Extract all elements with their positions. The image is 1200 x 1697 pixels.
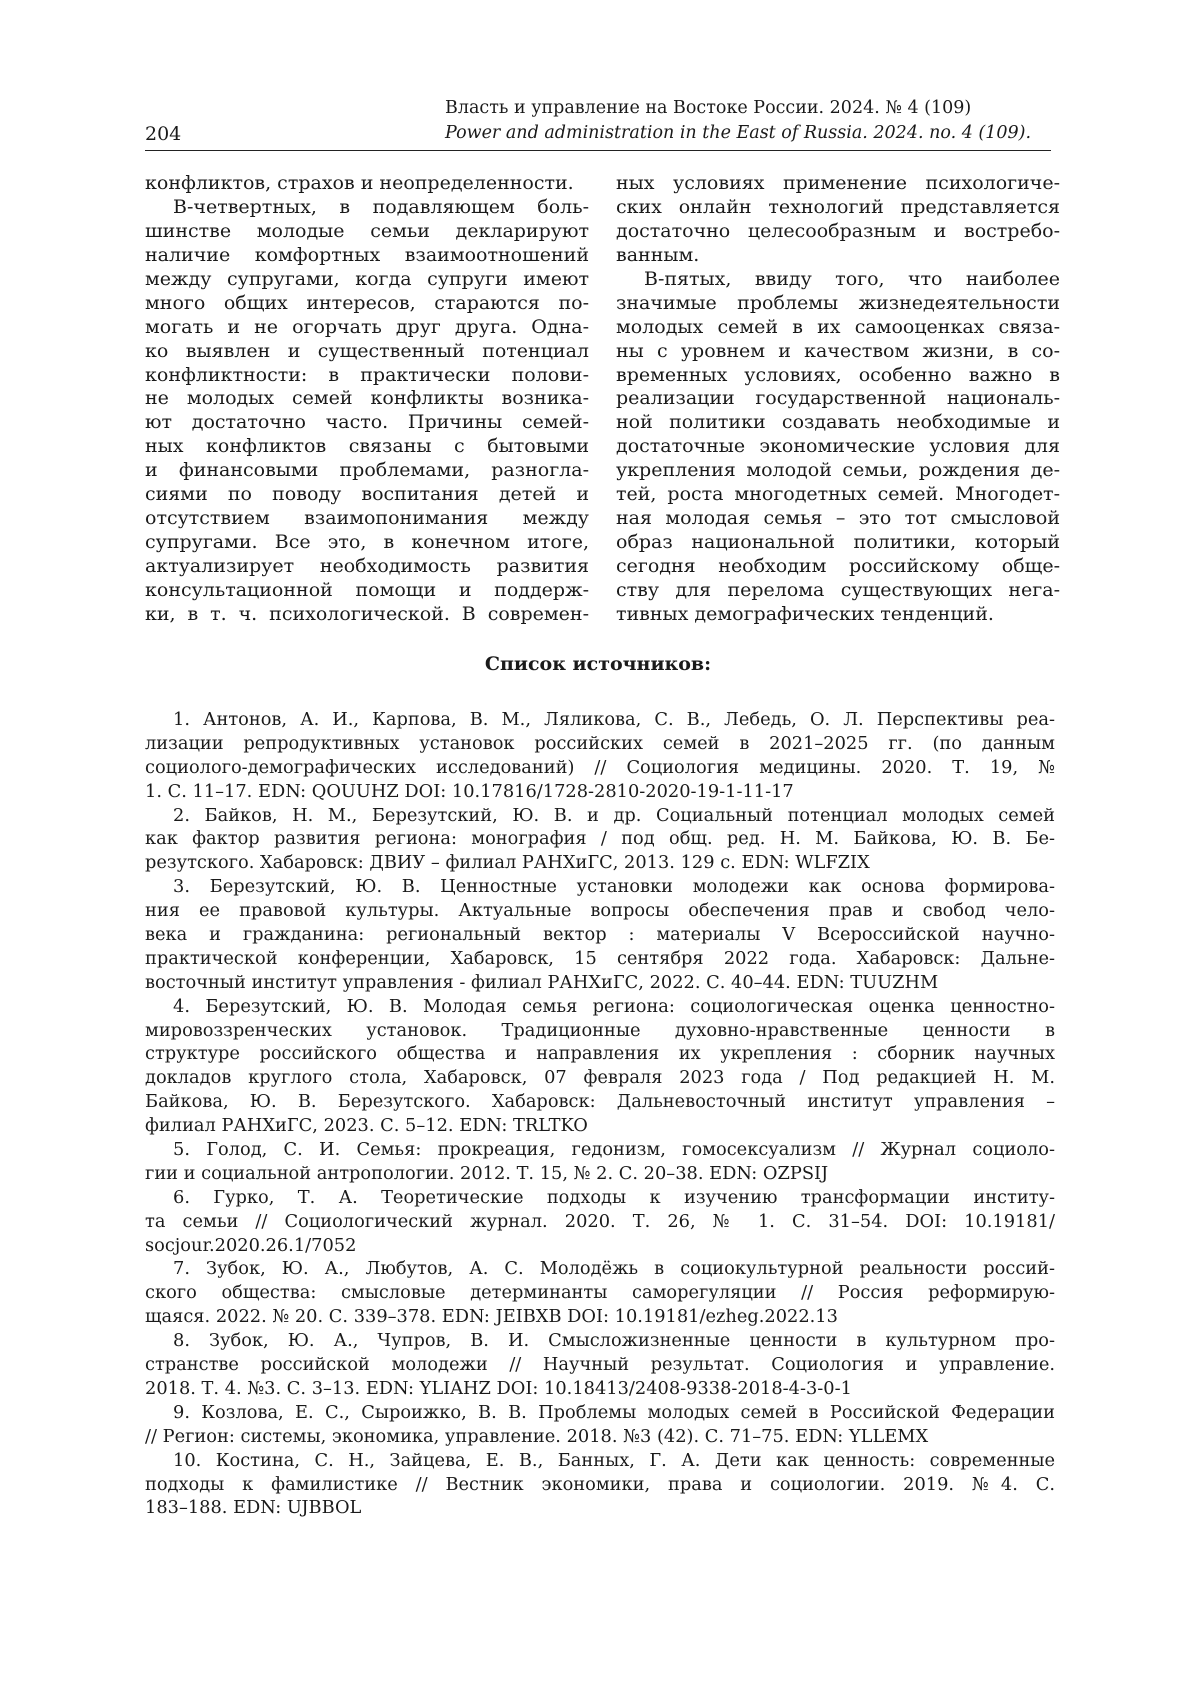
reference-line: социолого-демографических исследований) // Социология медицины. 2020. Т. 19, № xyxy=(145,756,1055,778)
reference-line: лизации репродуктивных установок российских семей в 2021–2025 гг. (по данным xyxy=(145,732,1055,754)
references-heading: Список источников: xyxy=(484,653,712,675)
body-text-line: конфликтов, страхов и неопределенности. xyxy=(145,172,574,194)
body-text-line: супругами. Все это, в конечном итоге, xyxy=(145,531,589,554)
reference-line: socjour.2020.26.1/7052 xyxy=(145,1234,357,1256)
reference-line: ния ее правовой культуры. Актуальные вопросы обеспечения прав и свобод чело- xyxy=(145,900,1055,922)
reference-line: 4. Березутский, Ю. В. Молодая семья региона: социологическая оценка ценностно- xyxy=(173,995,1055,1017)
body-text-line: достаточные экономические условия для xyxy=(616,435,1060,458)
reference-line: 3. Березутский, Ю. В. Ценностные установки молодежи как основа формирова- xyxy=(173,876,1055,898)
reference-line: мировоззренческих установок. Традиционные духовно-нравственные ценности в xyxy=(145,1019,1055,1041)
reference-line: 9. Козлова, Е. С., Сыроижко, В. В. Проблемы молодых семей в Российской Федерации xyxy=(173,1401,1055,1423)
body-text-line: актуализирует необходимость развития xyxy=(145,555,589,577)
reference-line: практической конференции, Хабаровск, 15 сентября 2022 года. Хабаровск: Дальне- xyxy=(145,947,1055,969)
reference-line: 2. Байков, Н. М., Березутский, Ю. В. и др. Социальный потенциал молодых семей xyxy=(173,804,1055,826)
body-text-line: ных конфликтов связаны с бытовыми xyxy=(145,435,589,458)
body-text-line: могать и не огорчать друг друга. Одна- xyxy=(145,315,589,338)
reference-line: докладов круглого стола, Хабаровск, 07 февраля 2023 года / Под редакцией Н. М. xyxy=(145,1067,1055,1089)
reference-line: века и гражданина: региональный вектор : материалы V Всероссийской научно- xyxy=(145,924,1055,946)
body-text-line: значимые проблемы жизнедеятельности xyxy=(616,291,1060,314)
reference-line: та семьи // Социологический журнал. 2020. Т. 26, № 1. С. 31–54. DOI: 10.19181/ xyxy=(145,1210,1055,1232)
body-text-line: шинстве молодые семьи декларируют xyxy=(145,219,589,242)
body-text-line: временных условиях, особенно важно в xyxy=(616,363,1060,386)
reference-line: 2018. Т. 4. №3. С. 3–13. EDN: YLIAHZ DOI: 10.18413/2408-9338-2018-4-3-0-1 xyxy=(145,1377,852,1399)
reference-line: восточный институт управления - филиал РАНХиГС, 2022. С. 40–44. EDN: TUUZHM xyxy=(145,971,939,993)
body-text-line: укрепления молодой семьи, рождения де- xyxy=(616,459,1060,482)
reference-line: резутского. Хабаровск: ДВИУ – филиал РАНХиГС, 2013. 129 с. EDN: WLFZIX xyxy=(145,852,870,874)
body-text-line: молодых семей в их самооценках связа- xyxy=(616,315,1060,338)
body-text-line: ству для перелома существующих нега- xyxy=(616,578,1060,601)
reference-line: структуре российского общества и направления их укрепления : сборник научных xyxy=(145,1043,1055,1065)
body-text-line: ных условиях применение психологиче- xyxy=(616,172,1060,194)
reference-line: 7. Зубок, Ю. А., Любутов, А. С. Молодёжь в социокультурной реальности россий- xyxy=(173,1258,1055,1280)
reference-line: щаяся. 2022. № 20. С. 339–378. EDN: JEIBXB DOI: 10.19181/ezheg.2022.13 xyxy=(145,1306,838,1328)
reference-line: подходы к фамилистике // Вестник экономики, права и социологии. 2019. №4. С. xyxy=(145,1473,1055,1495)
body-text-line: ко выявлен и существенный потенциал xyxy=(145,339,589,362)
body-text-line: ной политики создавать необходимые и xyxy=(616,411,1060,434)
body-text-line: ских онлайн технологий представляется xyxy=(616,195,1060,218)
reference-line: Байкова, Ю. В. Березутского. Хабаровск: Дальневосточный институт управления – xyxy=(145,1091,1055,1113)
body-text-line: и финансовыми проблемами, разногла- xyxy=(145,459,589,482)
body-column-right xyxy=(616,172,1060,627)
body-text-line: между супругами, когда супруги имеют xyxy=(145,267,589,290)
journal-title-ru: Власть и управление на Востоке России. 2024. № 4 (109) xyxy=(445,98,972,118)
body-text-line: ванным. xyxy=(616,243,700,266)
reference-line: как фактор развития региона: монография / под общ. ред. Н. М. Байкова, Ю. В. Бе- xyxy=(145,828,1055,850)
body-text-line: сиями по поводу воспитания детей и xyxy=(145,483,589,506)
reference-line: 183–188. EDN: UJBBOL xyxy=(145,1497,362,1519)
references-list xyxy=(145,708,1055,1520)
reference-line: ского общества: смысловые детерминанты саморегуляции // Россия реформирую- xyxy=(145,1282,1055,1304)
reference-line: // Регион: системы, экономика, управление. 2018. №3 (42). С. 71–75. EDN: YLLEMX xyxy=(145,1425,929,1447)
reference-line: 6. Гурко, Т. А. Теоретические подходы к изучению трансформации институ- xyxy=(173,1186,1055,1208)
body-text-line: В-четвертных, в подавляющем боль- xyxy=(173,195,589,218)
body-text-line: много общих интересов, стараются по- xyxy=(145,291,589,314)
body-text-line: В-пятых, ввиду того, что наиболее xyxy=(644,267,1060,290)
body-text-line: сегодня необходим российскому обще- xyxy=(616,555,1060,577)
body-column-left xyxy=(145,172,589,627)
body-text-line: ют достаточно часто. Причины семей- xyxy=(145,411,589,434)
body-text-line: ны с уровнем и качеством жизни, в со- xyxy=(616,339,1060,362)
body-text-line: достаточно целесообразным и востребо- xyxy=(616,219,1060,242)
reference-line: 1. С. 11–17. EDN: QOUUHZ DOI: 10.17816/1728-2810-2020-19-1-11-17 xyxy=(145,780,794,802)
body-text-line: образ национальной политики, который xyxy=(616,531,1060,554)
body-text-line: не молодых семей конфликты возника- xyxy=(145,387,589,410)
body-text-line: реализации государственной националь- xyxy=(616,387,1060,410)
body-text-line: конфликтности: в практически полови- xyxy=(145,363,589,386)
body-text-line: ная молодая семья – это тот смысловой xyxy=(616,507,1060,530)
reference-line: гии и социальной антропологии. 2012. Т. 15, № 2. С. 20–38. EDN: OZPSIJ xyxy=(145,1162,829,1184)
body-text-line: тей, роста многодетных семей. Многодет- xyxy=(616,483,1060,506)
reference-line: 8. Зубок, Ю. А., Чупров, В. И. Смысложизненные ценности в культурном про- xyxy=(173,1330,1055,1352)
body-text-line: отсутствием взаимопонимания между xyxy=(145,507,589,530)
header-divider xyxy=(145,150,1051,151)
body-text-line: консультационной помощи и поддерж- xyxy=(145,578,589,601)
body-text-line: тивных демографических тенденций. xyxy=(616,602,994,625)
journal-title-en: Power and administration in the East of Russia. 2024. no. 4 (109). xyxy=(445,123,1032,143)
reference-line: 1. Антонов, А. И., Карпова, В. М., Ляликова, С. В., Лебедь, О. Л. Перспективы реа- xyxy=(173,709,1055,730)
running-header xyxy=(145,98,1052,148)
reference-line: странстве российской молодежи // Научный результат. Социология и управление. xyxy=(145,1354,1055,1376)
reference-line: 10. Костина, С. Н., Зайцева, Е. В., Банных, Г. А. Дети как ценность: современные xyxy=(173,1449,1055,1471)
page-number: 204 xyxy=(145,123,182,145)
body-text-line: ки, в т. ч. психологической. В современ- xyxy=(145,602,589,625)
reference-line: 5. Голод, С. И. Семья: прокреация, гедонизм, гомосексуализм // Журнал социоло- xyxy=(173,1139,1055,1161)
body-text-line: наличие комфортных взаимоотношений xyxy=(145,243,589,266)
reference-line: филиал РАНХиГС, 2023. С. 5–12. EDN: TRLTKO xyxy=(145,1115,588,1137)
